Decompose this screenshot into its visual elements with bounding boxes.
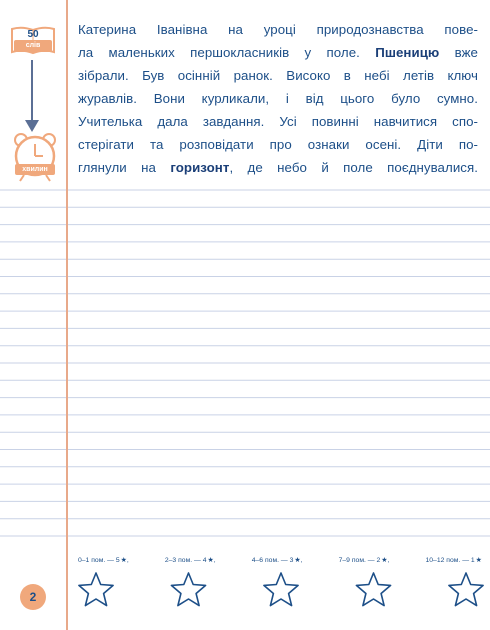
text-run: , де небо й поле поєднувалися. — [229, 160, 478, 175]
scoring-segment — [426, 556, 482, 564]
mistake-range: 4–6 пом. — [251, 556, 280, 564]
scoring-legend — [78, 556, 482, 564]
rating-star-icon[interactable] — [171, 573, 205, 606]
rating-stars — [76, 570, 486, 610]
rating-star-icon[interactable] — [449, 573, 483, 606]
separator: , — [126, 556, 129, 564]
word-unit: слів — [25, 42, 41, 49]
star-icon: ★ — [294, 557, 301, 564]
text-run: журавлів. Вони курликали, і від цього було сумно. — [78, 91, 478, 106]
text-run: зібрали. Був осінній ранок. Високо в небі летів ключ — [78, 68, 478, 83]
rating-star-icon[interactable] — [79, 573, 113, 606]
dash: — — [365, 556, 377, 564]
text-line — [78, 87, 478, 110]
dash: — — [460, 556, 471, 564]
mistake-range: 10–12 пом. — [425, 556, 461, 564]
word-count: 50 — [27, 29, 39, 40]
mistake-range: 7–9 пом. — [338, 556, 366, 564]
scoring-segment — [165, 556, 216, 564]
alarm-clock-icon — [12, 132, 58, 182]
text-line — [78, 64, 478, 87]
separator: , — [300, 556, 303, 564]
rating-star-icon[interactable] — [264, 573, 298, 606]
separator: , — [213, 556, 216, 564]
text-line — [78, 110, 478, 133]
dash: — — [105, 556, 116, 564]
text-run: ла маленьких першокласників у поле. — [78, 45, 376, 60]
text-run: глянули на — [78, 160, 171, 175]
star-value: 1 — [470, 556, 475, 564]
dash: — — [279, 556, 290, 564]
star-value: 2 — [376, 556, 381, 564]
text-line — [78, 41, 478, 64]
mistake-range: 0–1 пом. — [78, 556, 106, 564]
text-run: вже — [439, 45, 478, 60]
separator: , — [387, 556, 390, 564]
text-line — [78, 156, 478, 179]
dash: — — [192, 556, 203, 564]
page-number: 2 — [20, 584, 46, 610]
star-icon: ★ — [120, 557, 127, 564]
reading-time-badge — [12, 132, 58, 182]
keyword: горизонт — [170, 160, 230, 175]
text-line — [78, 18, 478, 41]
star-icon: ★ — [207, 557, 214, 564]
text-run: стерігати та розповідати про ознаки осені. Діти по- — [78, 137, 478, 152]
star-value: 4 — [202, 556, 207, 564]
mistake-range: 2–3 пом. — [164, 556, 193, 564]
scoring-segment — [339, 556, 390, 564]
keyword: Пшеницю — [375, 45, 440, 60]
text-run: Катерина Іванівна на уроці природознавства пове- — [78, 22, 478, 37]
down-arrow-icon — [22, 60, 42, 134]
time-unit: хвилин — [22, 166, 48, 173]
rating-star-icon[interactable] — [356, 573, 390, 606]
text-run: Учителька дала завдання. Усі повинні навчитися спо- — [78, 114, 478, 129]
margin-line — [66, 0, 68, 630]
text-line — [78, 133, 478, 156]
star-icon: ★ — [475, 557, 482, 564]
word-count-badge — [10, 26, 56, 58]
scoring-segment — [78, 556, 129, 564]
scoring-segment — [252, 556, 303, 564]
star-value: 5 — [115, 556, 120, 564]
reading-text — [78, 18, 478, 179]
star-value: 3 — [289, 556, 294, 564]
star-icon: ★ — [381, 557, 388, 564]
